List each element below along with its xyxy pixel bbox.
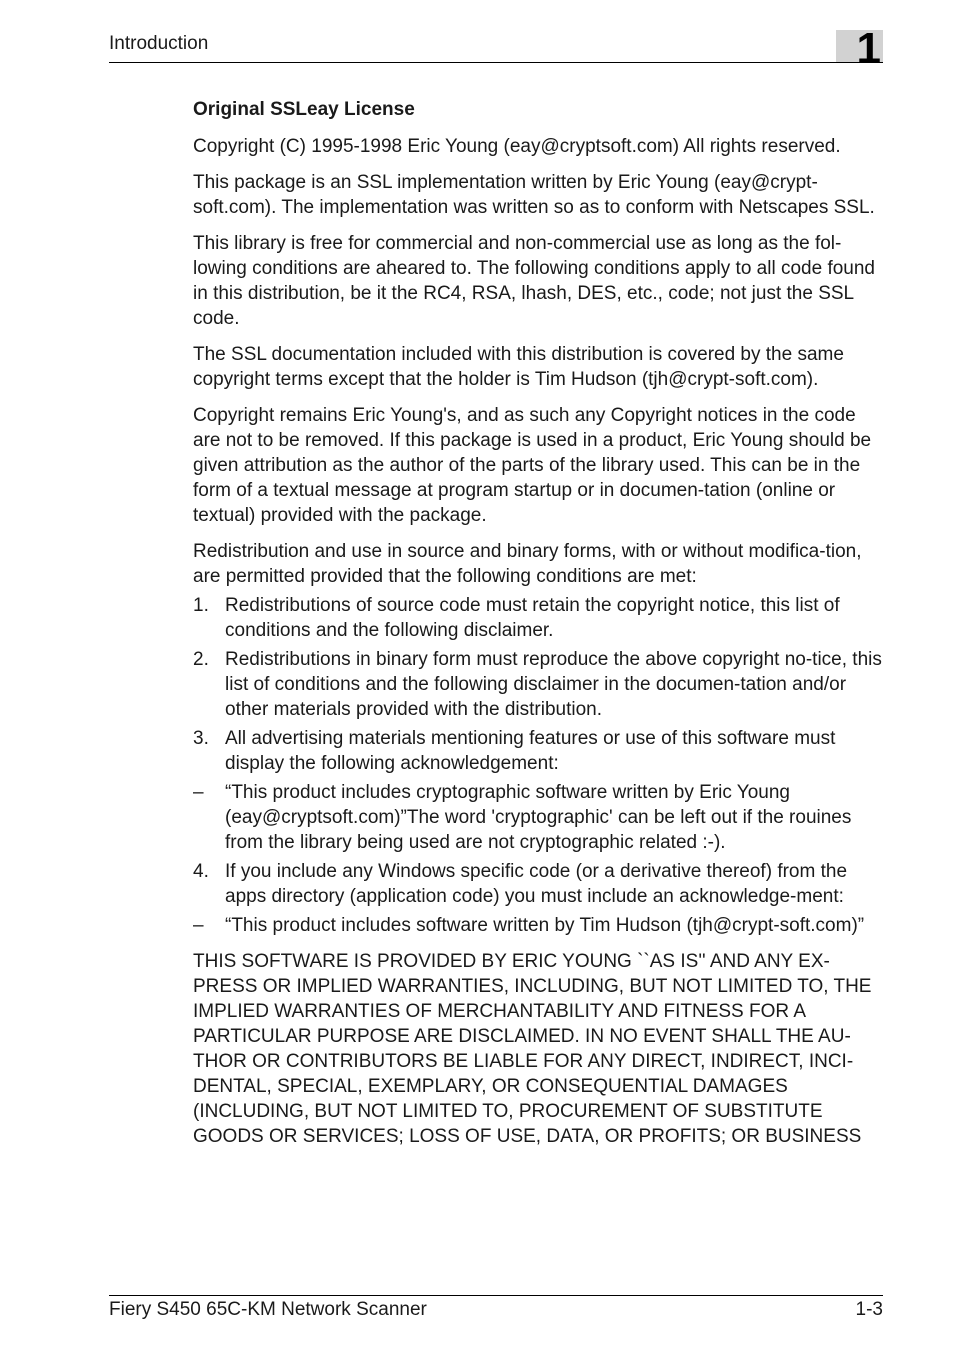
chapter-number: 1 bbox=[856, 24, 881, 73]
list-item-text: “This product includes cryptographic software written by Eric Young (eay@cryptsoft.com)”The word 'cryptographic' can be left out if the rouines from the library being used are not cryptographic related :-). bbox=[225, 782, 852, 853]
documentation-paragraph: The SSL documentation included with this distribution is covered by the same copyright terms except that the holder is Tim Hudson (tjh@crypt-soft.com). bbox=[193, 344, 844, 390]
list-marker: – bbox=[193, 782, 204, 803]
list-item-text: Redistributions in binary form must reproduce the above copyright no-tice, this list of conditions and the following disclaimer in the documen-tation and/or other materials provided with the distribution. bbox=[225, 649, 882, 720]
page-content bbox=[193, 97, 885, 1160]
disclaimer-paragraph: THIS SOFTWARE IS PROVIDED BY ERIC YOUNG ``AS IS'' AND ANY EX-PRESS OR IMPLIED WARRANTIES, INCLUDING, BUT NOT LIMITED TO, THE IMPLIED WARRANTIES OF MERCHANTABILITY AND FITNESS FOR A PARTICULAR PURPOSE ARE DISCLAIMED. IN NO EVENT SHALL THE AU-THOR OR CONTRIBUTORS BE LIABLE FOR ANY DIRECT, INDIRECT, INCI-DENTAL, SPECIAL, EXEMPLARY, OR CONSEQUENTIAL DAMAGES (INCLUDING, BUT NOT LIMITED TO, PROCUREMENT OF SUBSTITUTE GOODS OR SERVICES; LOSS OF USE, DATA, OR PROFITS; OR BUSINESS bbox=[193, 951, 872, 1147]
list-item-text: “This product includes software written by Tim Hudson (tjh@crypt-soft.com)” bbox=[225, 915, 865, 936]
list-marker: 2. bbox=[193, 649, 209, 670]
list-marker: – bbox=[193, 915, 204, 936]
footer-divider bbox=[109, 1295, 883, 1296]
list-marker: 4. bbox=[193, 861, 209, 882]
footer-product-name: Fiery S450 65C-KM Network Scanner bbox=[109, 1299, 427, 1320]
list-item bbox=[193, 913, 885, 938]
attribution-paragraph: Copyright remains Eric Young's, and as such any Copyright notices in the code are not to be removed. If this package is used in a product, Eric Young should be given attribution as the author of the parts of the library used. This can be in the form of a textual message at program startup or in documen-tation (online or textual) provided with the package. bbox=[193, 405, 872, 526]
redistribution-paragraph: Redistribution and use in source and binary forms, with or without modifica-tion, are permitted provided that the following conditions are met: bbox=[193, 541, 862, 587]
list-item-text: If you include any Windows specific code (or a derivative thereof) from the apps directory (application code) you must include an acknowledge-ment: bbox=[225, 861, 848, 907]
chapter-tab bbox=[836, 24, 883, 73]
running-header: Introduction bbox=[109, 33, 209, 54]
list-item bbox=[193, 780, 885, 855]
page-number: 1-3 bbox=[855, 1299, 883, 1320]
list-item-text: Redistributions of source code must retain the copyright notice, this list of conditions and the following disclaimer. bbox=[225, 595, 840, 641]
list-item bbox=[193, 593, 885, 643]
list-item bbox=[193, 859, 885, 909]
section-title: Original SSLeay License bbox=[193, 99, 415, 120]
list-item bbox=[193, 647, 885, 722]
ssl-implementation-paragraph: This package is an SSL implementation written by Eric Young (eay@crypt-soft.com). The implementation was written so as to conform with Netscapes SSL. bbox=[193, 172, 875, 218]
header-divider bbox=[109, 62, 883, 63]
list-marker: 3. bbox=[193, 728, 209, 749]
list-marker: 1. bbox=[193, 595, 209, 616]
list-item-text: All advertising materials mentioning features or use of this software must display the following acknowledgement: bbox=[225, 728, 836, 774]
license-conditions-paragraph: This library is free for commercial and non-commercial use as long as the fol-lowing conditions are aheared to. The following conditions apply to all code found in this distribution, be it the RC4, RSA, lhash, DES, etc., code; not just the SSL code. bbox=[193, 233, 875, 329]
copyright-paragraph: Copyright (C) 1995-1998 Eric Young (eay@cryptsoft.com) All rights reserved. bbox=[193, 136, 841, 157]
list-item bbox=[193, 726, 885, 776]
